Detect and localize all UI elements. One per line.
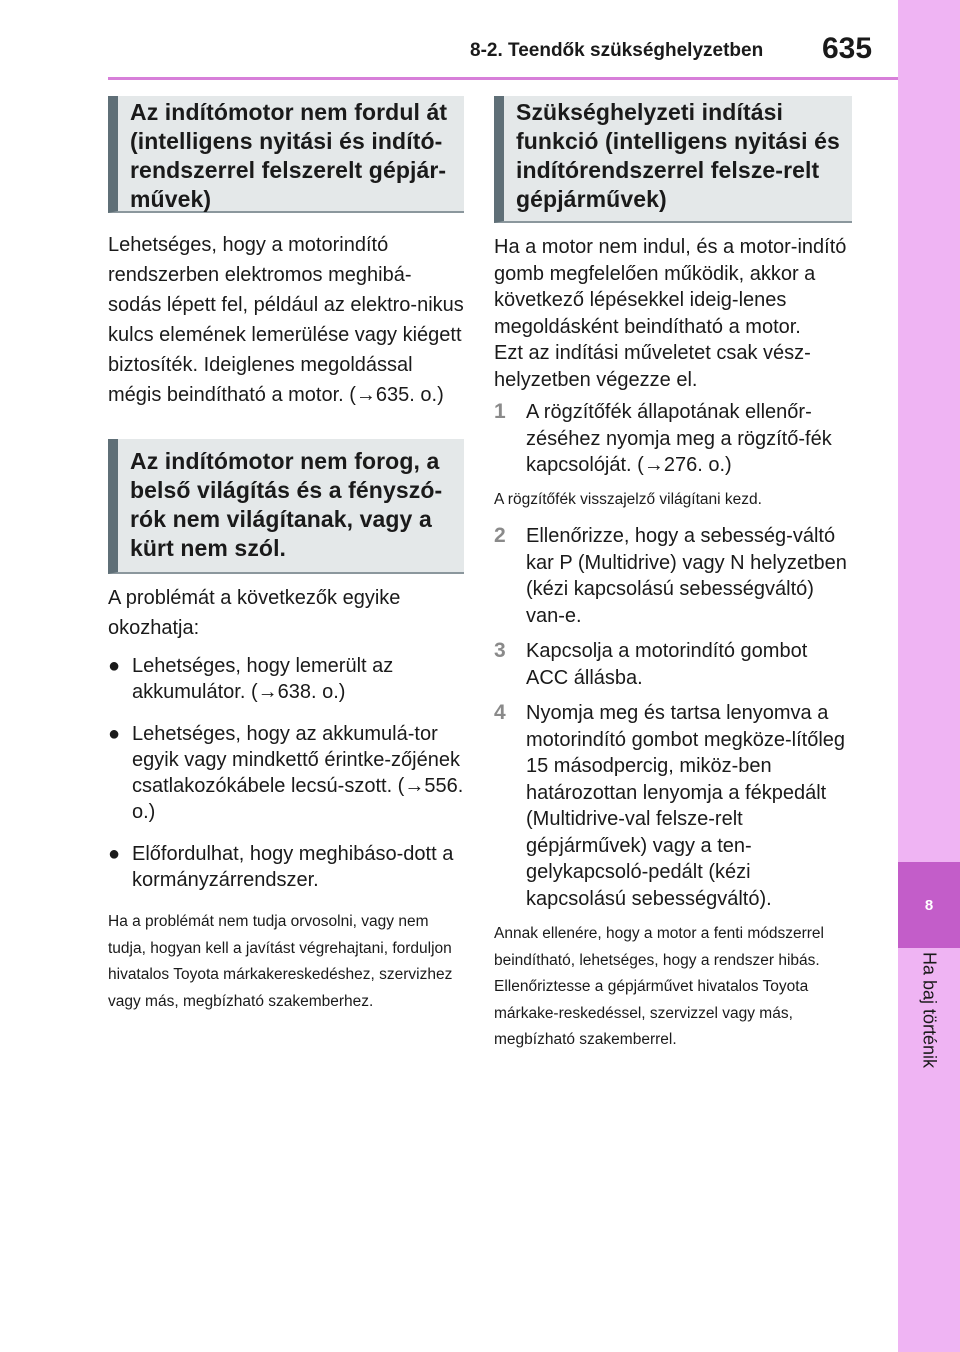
final-note-text: Annak ellenére, hogy a motor a fenti módszerrel beindítható, lehetséges, hogy a rendszer hibás. Ellenőriztesse a gépjárművet hivatalos Toyota márkake-reskedéssel, szervizzel vagy más, megbízható szakemberrel. [494, 925, 824, 1048]
bullet-dot-icon: ● [108, 843, 121, 865]
list-item [108, 653, 464, 705]
step-text: A rögzítőfék állapotának ellenőr-zéséhez nyomja meg a rögzítő-fék kapcsolóját. (→276. o.) [526, 401, 832, 476]
left-column [108, 96, 464, 1015]
step-note: A rögzítőfék visszajelző világítani kezd. [494, 490, 762, 508]
step-text: Nyomja meg és tartsa lenyomva a motorindító gombot megköze-lítőleg 15 másodpercig, miköz-ben határozottan lenyomja a fékpedált (Multidrive-val felsze-relt gépjárművek) vagy a ten-gelykapcsoló-pedált (kézi kapcsolású sebességváltó). [526, 702, 846, 910]
header-rule [108, 77, 898, 80]
step-item [494, 700, 852, 912]
section-heading-starter-no-crank [108, 96, 464, 213]
section-heading-text: Szükséghelyzeti indítási funkció (intelligens nyitási és indítórendszerrel felsze-relt gépjárművek) [516, 99, 840, 212]
section-intro-text: A problémát a következők egyike okozhatja: [108, 587, 401, 639]
page-number: 635 [822, 32, 873, 65]
chapter-label: Ha baj történik [919, 951, 940, 1069]
running-header-title: 8-2. Teendők szükséghelyzetben [470, 40, 764, 61]
list-item-text: Lehetséges, hogy az akkumulá-tor egyik vagy mindkettő érintke-zőjének csatlakozókábele lecsú-szott. (→556. o.) [132, 723, 464, 823]
cause-list [108, 653, 464, 893]
step-text: Ellenőrizze, hogy a sebesség-váltó kar P (Multidrive) vagy N helyzetben (kézi kapcsolású sebességváltó) van-e. [526, 525, 847, 627]
right-column [494, 96, 852, 1054]
step-item [494, 523, 852, 629]
step-text: Kapcsolja a motorindító gombot ACC állásba. [526, 640, 808, 689]
step-number: 3 [494, 639, 506, 662]
section-body-text: Lehetséges, hogy a motorindító rendszerben elektromos meghibá-sodás lépett fel, például az elektro-nikus kulcs elemének lemerülése vagy kiégett biztosíték. Ideiglenes megoldással mégis beindítható a motor. (→635. o.) [108, 234, 464, 406]
section-heading-text: Az indítómotor nem forog, a belső világítás és a fényszó-rók nem világítanak, vagy a kürt nem szól. [130, 448, 443, 561]
side-band [898, 0, 960, 1352]
bullet-dot-icon: ● [108, 723, 121, 745]
section-heading-text: Az indítómotor nem fordul át (intelligens nyitási és indító-rendszerrel felszerelt gépjár-művek) [130, 99, 448, 212]
step-number: 2 [494, 524, 506, 547]
chapter-number: 8 [924, 896, 934, 914]
note-text: Ha a problémát nem tudja orvosolni, vagy nem tudja, hogyan kell a javítást végrehajtani, forduljon hivatalos Toyota márkakereskedéshez, szervizhez vagy más, megbízható szakemberhez. [108, 913, 453, 1010]
section-intro-text-2: Ezt az indítási műveletet csak vész-helyzetben végezze el. [494, 342, 811, 391]
step-number: 1 [494, 400, 506, 423]
section-heading-emergency-start [494, 96, 852, 223]
step-item [494, 638, 852, 691]
bullet-dot-icon: ● [108, 655, 121, 677]
step-number: 4 [494, 701, 506, 724]
list-item [108, 841, 464, 893]
list-item-text: Lehetséges, hogy lemerült az akkumulátor. (→638. o.) [132, 655, 394, 703]
section-intro-text: Ha a motor nem indul, és a motor-indító gomb megfelelően működik, akkor a következő lépésekkel ideig-lenes megoldásként beindítható a motor. [494, 236, 847, 338]
section-heading-no-lights [108, 439, 464, 574]
step-item [494, 399, 852, 479]
chapter-tab [898, 862, 960, 948]
list-item [108, 721, 464, 825]
list-item-text: Előfordulhat, hogy meghibáso-dott a kormányzárrendszer. [132, 843, 454, 891]
